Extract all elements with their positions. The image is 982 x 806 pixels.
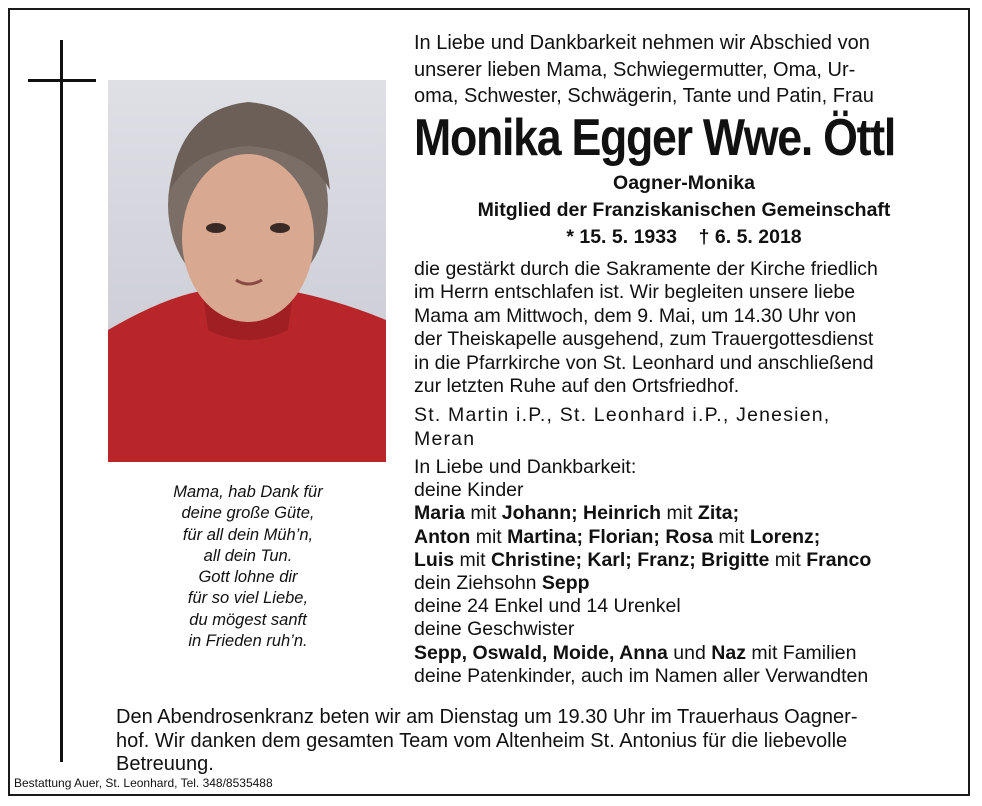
deceased-name: Monika Egger Wwe. Öttl: [414, 109, 895, 167]
poem-line: deine große Güte,: [181, 504, 315, 523]
mourners-line: deine Kinder: [414, 479, 524, 502]
mourners-line: deine Patenkinder, auch im Namen aller Verwandten: [414, 664, 869, 687]
mourners-line: dein Ziehsohn Sepp: [414, 572, 590, 595]
mourners-line: Maria mit Johann; Heinrich mit Zita;: [414, 502, 740, 525]
mourners-line: deine 24 Enkel und 14 Urenkel: [414, 595, 681, 618]
body-line: im Herrn entschlafen ist. Wir begleiten unsere liebe: [414, 281, 856, 304]
memorial-poem: [108, 482, 388, 652]
intro-text: [414, 30, 954, 110]
birth-date: * 15. 5. 1933: [566, 226, 677, 248]
life-dates: [414, 226, 954, 249]
mourners-line: Sepp, Oswald, Moide, Anna und Naz mit Familien: [414, 641, 857, 664]
poem-line: für all dein Müh’n,: [182, 525, 314, 544]
poem-line: Mama, hab Dank für: [173, 483, 323, 501]
mourners-line: Anton mit Martina; Florian; Rosa mit Lorenz;: [414, 525, 821, 548]
membership: Mitglied der Franziskanischen Gemeinschaft: [477, 199, 891, 221]
poem-line: all dein Tun.: [203, 546, 293, 565]
body-line: Mama am Mittwoch, dem 9. Mai, um 14.30 Uhr von: [414, 304, 857, 327]
poem-line: Gott lohne dir: [198, 568, 298, 587]
funeral-details: [414, 258, 954, 398]
poem-line: für so viel Liebe,: [187, 589, 309, 608]
mourners-line: Luis mit Christine; Karl; Franz; Brigitte mit Franco: [414, 548, 872, 571]
cross-icon: [60, 40, 63, 762]
body-line: in die Pfarrkirche von St. Leonhard und anschließend: [414, 351, 874, 374]
nickname: Oagner-Monika: [613, 172, 755, 194]
places-line: Meran: [414, 427, 476, 450]
mourners-line: deine Geschwister: [414, 618, 575, 641]
portrait-photo: [108, 80, 386, 462]
footer-line: Den Abendrosenkranz beten wir am Dienstag um 19.30 Uhr im Trauerhaus Oagner-: [116, 706, 858, 728]
undertaker-contact: Bestattung Auer, St. Leonhard, Tel. 348/8535488: [14, 776, 273, 790]
intro-line: unserer lieben Mama, Schwiegermutter, Oma, Ur-: [414, 58, 856, 81]
intro-line: oma, Schwester, Schwägerin, Tante und Patin, Frau: [414, 85, 874, 107]
death-date: † 6. 5. 2018: [698, 226, 802, 248]
places: [414, 404, 954, 451]
cross-icon-bar: [28, 79, 96, 82]
intro-line: In Liebe und Dankbarkeit nehmen wir Abschied von: [414, 32, 870, 54]
footer-line: Betreuung.: [116, 753, 214, 775]
mourners-line: In Liebe und Dankbarkeit:: [414, 456, 637, 478]
body-line: der Theiskapelle ausgehend, zum Trauergottesdienst: [414, 328, 874, 351]
body-line: zur letzten Ruhe auf den Ortsfriedhof.: [414, 375, 740, 398]
poem-line: du mögest sanft: [189, 610, 307, 629]
body-line: die gestärkt durch die Sakramente der Kirche friedlich: [414, 258, 878, 280]
rosary-note: [116, 706, 958, 777]
footer-line: hof. Wir danken dem gesamten Team vom Altenheim St. Antonius für die liebevolle: [116, 729, 848, 752]
places-line: St. Martin i.P., St. Leonhard i.P., Jenesien,: [414, 404, 831, 426]
poem-line: in Frieden ruh’n.: [188, 632, 308, 651]
mourners-list: [414, 456, 954, 688]
